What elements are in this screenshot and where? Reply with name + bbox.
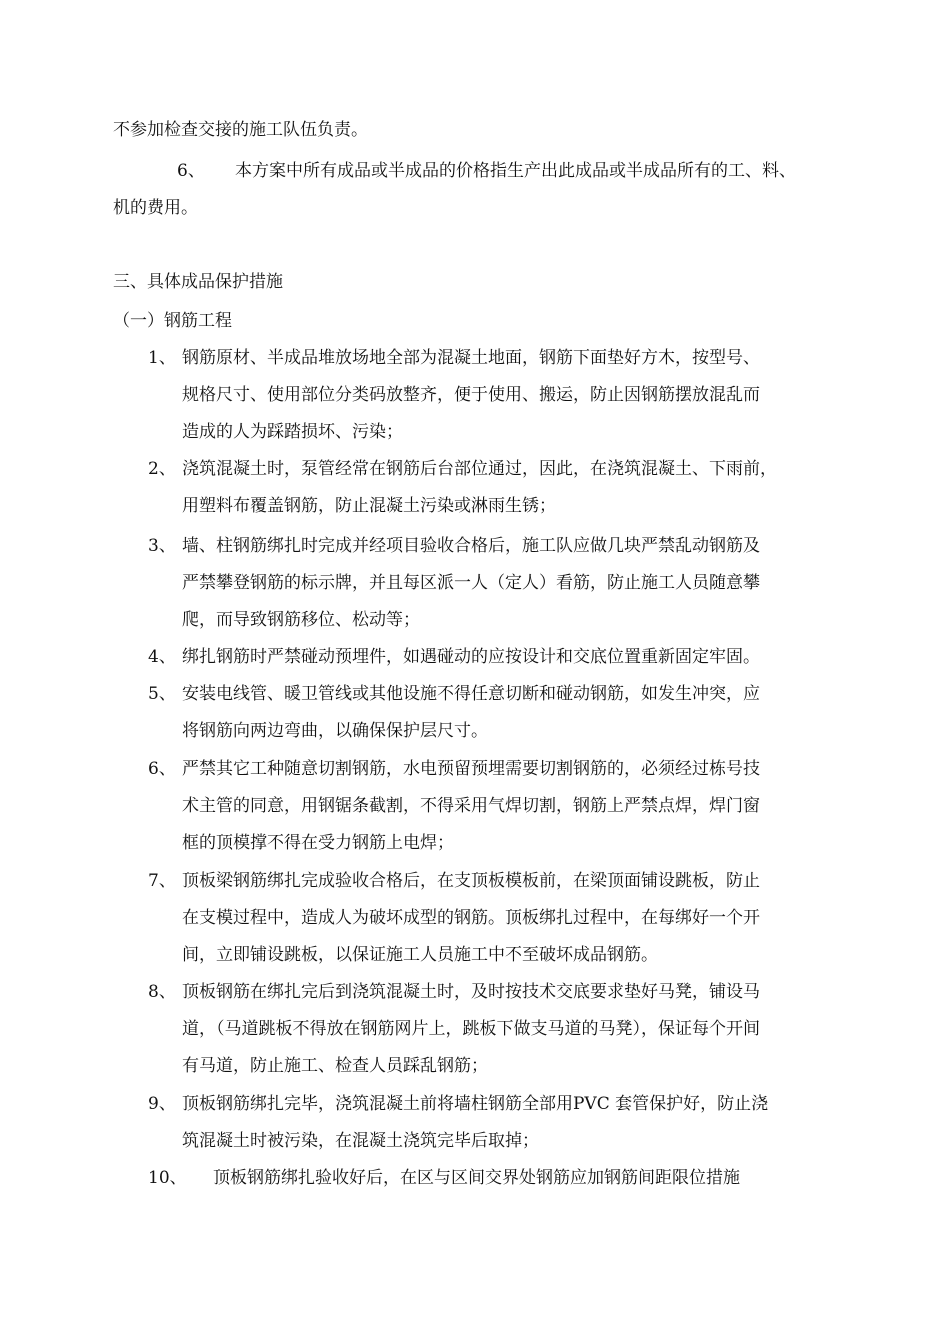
list-item-line: 严禁其它工种随意切割钢筋，水电预留预埋需要切割钢筋的，必须经过栋号技 bbox=[182, 759, 760, 779]
list-item-number: 4、 bbox=[148, 647, 176, 667]
intro-item-text: 本方案中所有成品或半成品的价格指生产出此成品或半成品所有的工、料、 bbox=[235, 161, 796, 181]
section-heading: 三、具体成品保护措施 bbox=[113, 272, 283, 292]
list-item-number: 3、 bbox=[148, 536, 176, 556]
list-item-number: 1、 bbox=[148, 348, 176, 368]
list-item-line: 规格尺寸、使用部位分类码放整齐，便于使用、搬运，防止因钢筋摆放混乱而 bbox=[182, 385, 760, 405]
list-item-line: 顶板钢筋在绑扎完后到浇筑混凝土时，及时按技术交底要求垫好马凳，铺设马 bbox=[182, 982, 760, 1002]
list-item-line: 框的顶模撑不得在受力钢筋上电焊； bbox=[182, 833, 454, 853]
list-item-number: 5、 bbox=[148, 684, 176, 704]
list-item-line: 安装电线管、暖卫管线或其他设施不得任意切断和碰动钢筋，如发生冲突，应 bbox=[182, 684, 760, 704]
section-subheading: （一）钢筋工程 bbox=[113, 311, 232, 331]
list-item-line: 钢筋原材、半成品堆放场地全部为混凝土地面，钢筋下面垫好方木，按型号、 bbox=[182, 348, 760, 368]
list-item-line: 严禁攀登钢筋的标示牌，并且每区派一人（定人）看筋，防止施工人员随意攀 bbox=[182, 573, 760, 593]
list-item-line: 将钢筋向两边弯曲，以确保保护层尺寸。 bbox=[182, 721, 488, 741]
list-item-number: 8、 bbox=[148, 982, 176, 1002]
intro-item-text: 机的费用。 bbox=[113, 198, 198, 218]
list-item-line: 道，（马道跳板不得放在钢筋网片上，跳板下做支马道的马凳），保证每个开间 bbox=[182, 1019, 760, 1039]
list-item-line: 用塑料布覆盖钢筋，防止混凝土污染或淋雨生锈； bbox=[182, 496, 556, 516]
list-item-line: 顶板钢筋绑扎验收好后，在区与区间交界处钢筋应加钢筋间距限位措施 bbox=[213, 1168, 740, 1188]
list-item-line: 有马道，防止施工、检查人员踩乱钢筋； bbox=[182, 1056, 488, 1076]
list-item-line: 爬，而导致钢筋移位、松动等； bbox=[182, 610, 420, 630]
list-item-number: 7、 bbox=[148, 871, 176, 891]
list-item-line: 间，立即铺设跳板，以保证施工人员施工中不至破坏成品钢筋。 bbox=[182, 945, 658, 965]
list-item-line: 筑混凝土时被污染，在混凝土浇筑完毕后取掉； bbox=[182, 1131, 539, 1151]
intro-line: 不参加检查交接的施工队伍负责。 bbox=[113, 120, 368, 140]
list-item-line: 墙、柱钢筋绑扎时完成并经项目验收合格后，施工队应做几块严禁乱动钢筋及 bbox=[182, 536, 760, 556]
list-item-number: 2、 bbox=[148, 459, 176, 479]
list-item-line: 术主管的同意，用钢锯条截割，不得采用气焊切割，钢筋上严禁点焊，焊门窗 bbox=[182, 796, 760, 816]
list-item-number: 10、 bbox=[148, 1168, 187, 1188]
list-item-line: 造成的人为踩踏损坏、污染； bbox=[182, 422, 403, 442]
list-item-line: 在支模过程中，造成人为破坏成型的钢筋。顶板绑扎过程中，在每绑好一个开 bbox=[182, 908, 760, 928]
list-item-number: 6、 bbox=[148, 759, 176, 779]
list-item-line: 浇筑混凝土时，泵管经常在钢筋后台部位通过，因此，在浇筑混凝土、下雨前， bbox=[182, 459, 777, 479]
list-item-line: 顶板钢筋绑扎完毕，浇筑混凝土前将墙柱钢筋全部用PVC 套管保护好，防止浇 bbox=[182, 1094, 769, 1114]
list-item-number: 9、 bbox=[148, 1094, 176, 1114]
list-item-line: 绑扎钢筋时严禁碰动预埋件，如遇碰动的应按设计和交底位置重新固定牢固。 bbox=[182, 647, 760, 667]
list-item-line: 顶板梁钢筋绑扎完成验收合格后，在支顶板模板前，在梁顶面铺设跳板，防止 bbox=[182, 871, 760, 891]
intro-item-number: 6、 bbox=[177, 161, 205, 181]
